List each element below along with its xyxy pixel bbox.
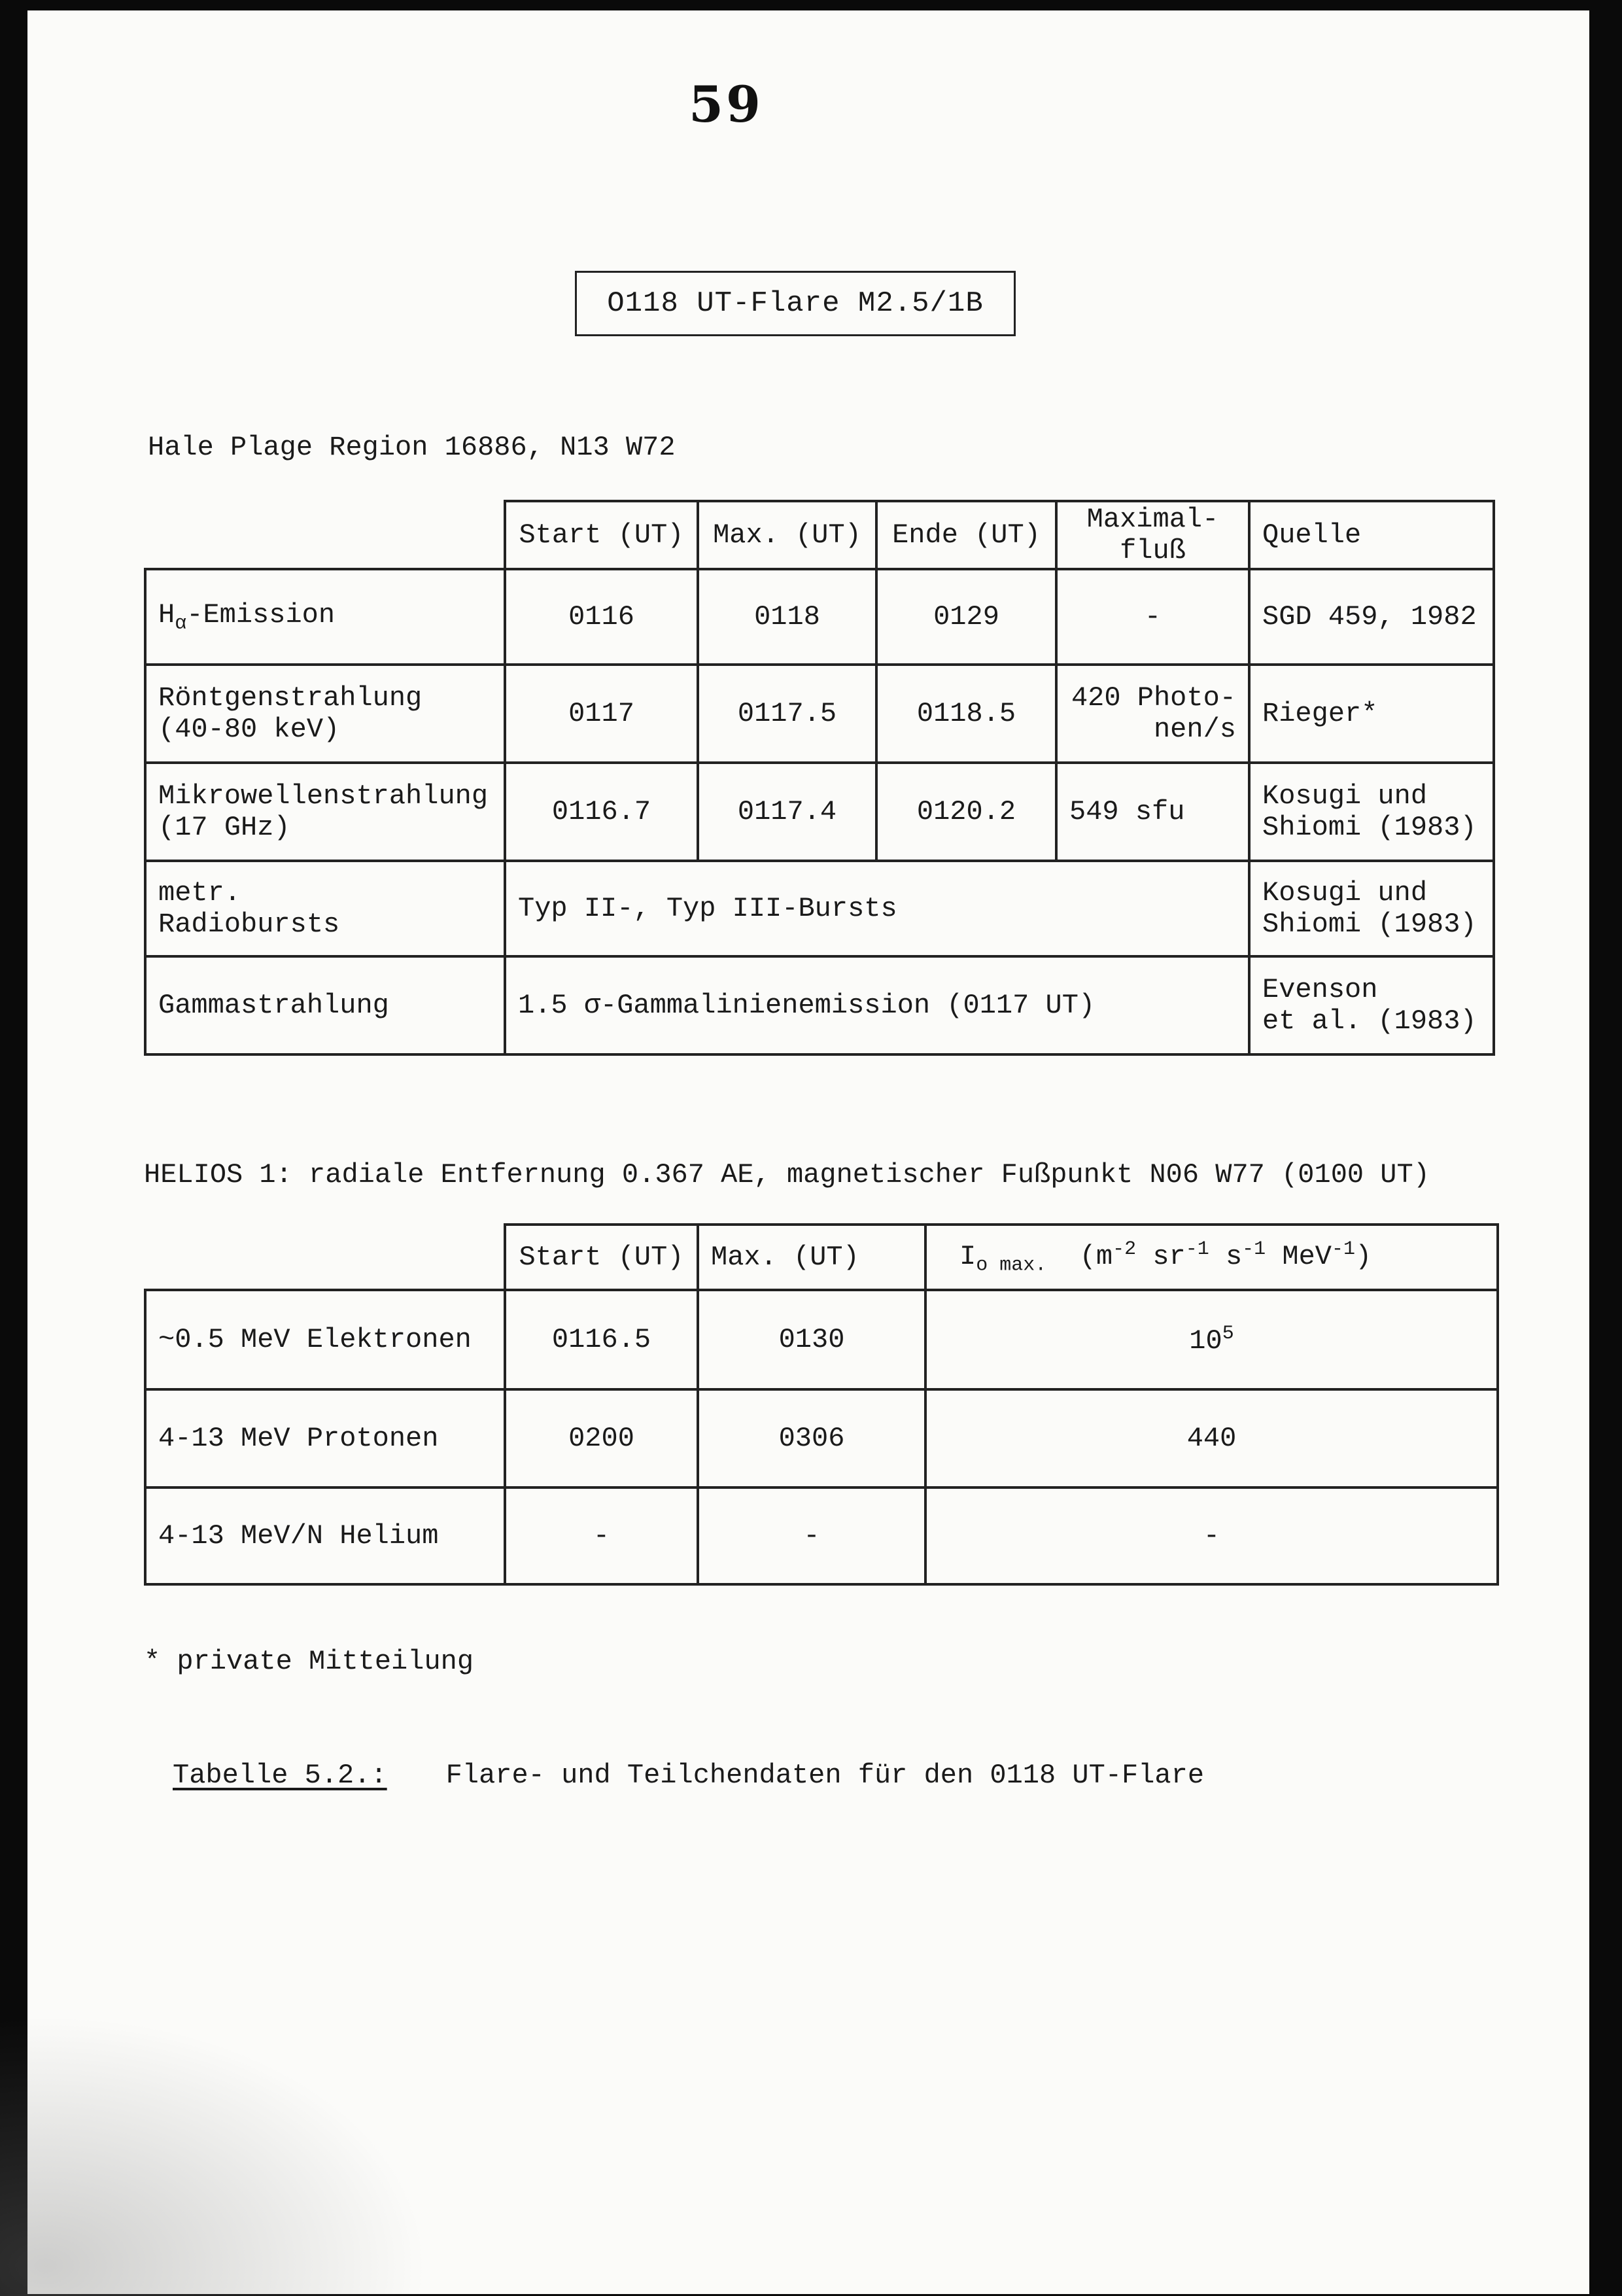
header-ende: Ende (UT)	[876, 501, 1056, 569]
row-label: $H_\alpha$-Emission	[145, 569, 505, 665]
table2-header-row	[145, 1225, 1498, 1290]
max-value: 0118	[698, 569, 876, 665]
ende-value: 0118.5	[876, 665, 1056, 763]
intensity-value: 440	[925, 1389, 1498, 1487]
intensity-value: $10^5$	[925, 1290, 1498, 1389]
region-line: Hale Plage Region 16886, N13 W72	[148, 432, 676, 463]
row-label: Mikrowellenstrahlung (17 GHz)	[145, 763, 505, 861]
flare-title-box: O118 UT-Flare M2.5/1B	[575, 271, 1016, 336]
ende-value: 0120.2	[876, 763, 1056, 861]
start-value: 0116.7	[505, 763, 698, 861]
header-start: Start (UT)	[505, 1225, 698, 1290]
quelle-value: SGD 459, 1982	[1249, 569, 1494, 665]
row-label: ~0.5 MeV Elektronen	[145, 1290, 505, 1389]
table-caption	[173, 1760, 1204, 1791]
table-row	[145, 1487, 1498, 1584]
start-value: 0117	[505, 665, 698, 763]
table-row	[145, 665, 1494, 763]
start-value: 0116.5	[505, 1290, 698, 1389]
max-value: 0306	[698, 1389, 925, 1487]
quelle-value: Evenson et al. (1983)	[1249, 956, 1494, 1054]
table1-header-row	[145, 501, 1494, 569]
header-max: Max. (UT)	[698, 1225, 925, 1290]
start-value: -	[505, 1487, 698, 1584]
span-value: Typ II-, Typ III-Bursts	[505, 861, 1249, 956]
row-label: Röntgenstrahlung (40-80 keV)	[145, 665, 505, 763]
paper-smudge	[0, 1995, 458, 2296]
footnote: * private Mitteilung	[144, 1646, 474, 1677]
header-intensity: $I_{o max.}$ ($m^{-2}$ $sr^{-1}$ $s^{-1}$ MeV$^{-1}$)	[925, 1225, 1498, 1290]
max-value: -	[698, 1487, 925, 1584]
page-number: 59	[689, 75, 763, 133]
ende-value: 0129	[876, 569, 1056, 665]
fluss-value: 549 sfu	[1056, 763, 1249, 861]
row-label: 4-13 MeV/N Helium	[145, 1487, 505, 1584]
table-row	[145, 1290, 1498, 1389]
table-row	[145, 861, 1494, 956]
header-quelle: Quelle	[1249, 501, 1494, 569]
particle-data-table	[144, 1223, 1499, 1586]
fluss-value: 420 Photo- nen/s	[1056, 665, 1249, 763]
start-value: 0116	[505, 569, 698, 665]
span-value: 1.5 σ-Gammalinienemission (0117 UT)	[505, 956, 1249, 1054]
helios-line: HELIOS 1: radiale Entfernung 0.367 AE, magnetischer Fußpunkt N06 W77 (0100 UT)	[144, 1159, 1430, 1191]
row-label: 4-13 MeV Protonen	[145, 1389, 505, 1487]
table-row	[145, 1389, 1498, 1487]
header-start: Start (UT)	[505, 501, 698, 569]
quelle-value: Kosugi und Shiomi (1983)	[1249, 763, 1494, 861]
document-page	[27, 10, 1589, 2294]
table-row	[145, 763, 1494, 861]
max-value: 0117.5	[698, 665, 876, 763]
quelle-value: Rieger*	[1249, 665, 1494, 763]
caption-text: Flare- und Teilchendaten für den 0118 UT-Flare	[445, 1760, 1205, 1791]
row-label: metr. Radiobursts	[145, 861, 505, 956]
max-value: 0130	[698, 1290, 925, 1389]
quelle-value: Kosugi und Shiomi (1983)	[1249, 861, 1494, 956]
flare-data-table	[144, 500, 1495, 1056]
max-value: 0117.4	[698, 763, 876, 861]
header-max: Max. (UT)	[698, 501, 876, 569]
caption-label: Tabelle 5.2.:	[173, 1760, 387, 1791]
table-row	[145, 956, 1494, 1054]
fluss-value: -	[1056, 569, 1249, 665]
start-value: 0200	[505, 1389, 698, 1487]
intensity-value: -	[925, 1487, 1498, 1584]
row-label: Gammastrahlung	[145, 956, 505, 1054]
table-row	[145, 569, 1494, 665]
header-maximalfluss: Maximal- fluß	[1056, 501, 1249, 569]
